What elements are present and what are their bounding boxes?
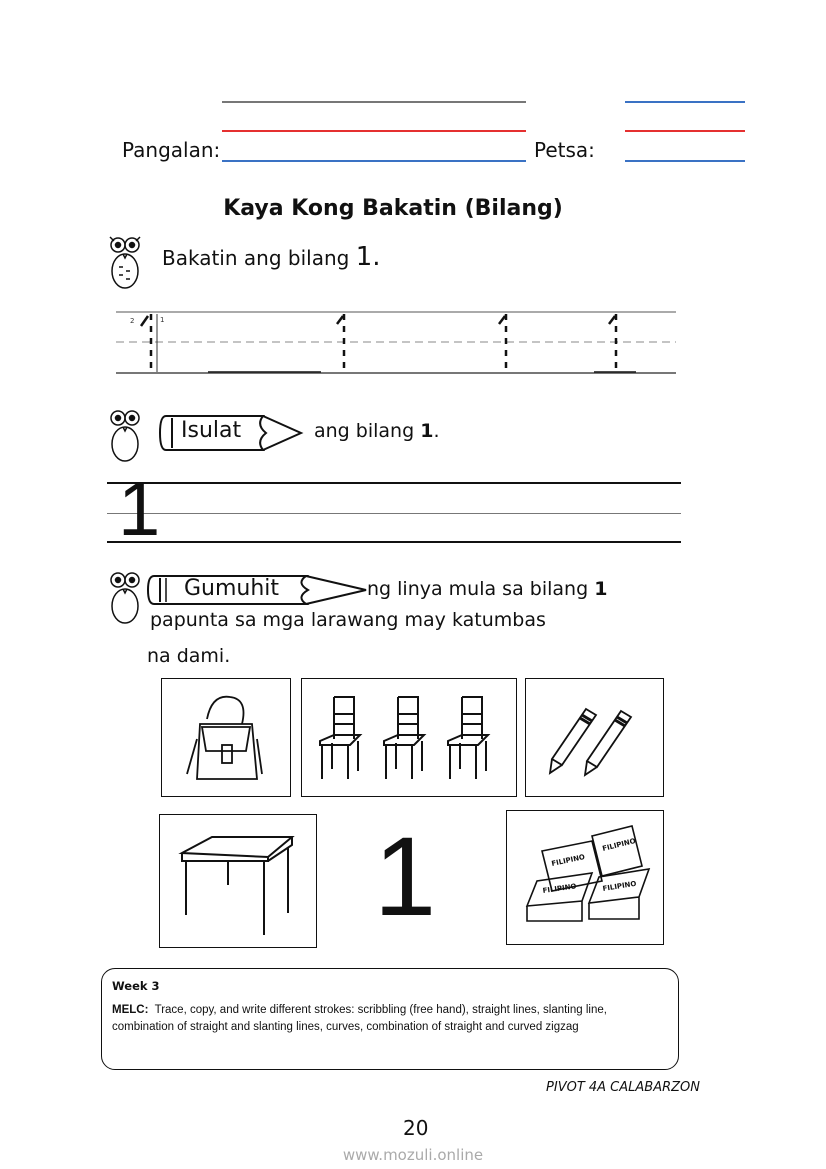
picture-crayons[interactable] <box>525 678 664 797</box>
books-icon <box>507 811 663 944</box>
melc-box <box>101 968 679 1070</box>
trace-number: 1. <box>355 242 381 272</box>
book-label: FILIPINO <box>601 836 637 853</box>
trace-instruction-text: Bakatin ang bilang <box>162 246 350 270</box>
publisher-label: PIVOT 4A CALABARZON <box>546 1080 700 1095</box>
writing-line-top <box>107 482 681 484</box>
book-label: FILIPINO <box>542 882 577 895</box>
melc-text <box>112 1002 664 1036</box>
draw-instruction-line1 <box>367 578 607 600</box>
pencil-label-isulat: Isulat <box>181 418 242 443</box>
svg-text:2: 2 <box>130 317 135 325</box>
write-instruction-text: ang bilang <box>314 420 415 442</box>
date-field[interactable] <box>625 160 745 162</box>
melc-label: MELC: <box>112 1004 149 1016</box>
model-number: 1 <box>118 467 161 552</box>
page-number: 20 <box>403 1116 429 1140</box>
write-instruction <box>314 420 439 442</box>
picture-bag[interactable] <box>161 678 291 797</box>
table-icon <box>160 815 316 947</box>
crayons-icon <box>526 679 663 796</box>
pencil-label-gumuhit: Gumuhit <box>184 576 280 601</box>
book-label: FILIPINO <box>602 879 637 893</box>
trace-instruction <box>162 242 381 272</box>
picture-chairs[interactable] <box>301 678 517 797</box>
page-title: Kaya Kong Bakatin (Bilang) <box>223 196 563 221</box>
date-line-middle <box>625 130 745 132</box>
name-label: Pangalan: <box>122 138 221 162</box>
owl-icon <box>104 233 146 291</box>
name-line-top <box>222 101 526 103</box>
writing-area[interactable] <box>107 541 681 543</box>
date-line-top <box>625 101 745 103</box>
watermark: www.mozuli.online <box>342 1146 484 1164</box>
date-label: Petsa: <box>534 138 595 162</box>
draw-instruction-text: ng linya mula sa bilang <box>367 578 589 600</box>
write-number: 1 <box>420 420 434 442</box>
center-number[interactable]: 1 <box>373 814 437 939</box>
chairs-icon <box>302 679 516 796</box>
picture-books[interactable] <box>506 810 664 945</box>
melc-description: Trace, copy, and write different strokes: scribbling (free hand), straight lines, slanting line, combination of straight and slanting lines, curves, combination of straight and curved zigzag <box>112 1004 607 1033</box>
bag-icon <box>162 679 290 796</box>
owl-icon <box>104 568 146 626</box>
name-line-middle <box>222 130 526 132</box>
name-field[interactable] <box>222 160 526 162</box>
write-period: . <box>433 420 440 442</box>
draw-instruction-line2: papunta sa mga larawang may katumbas <box>150 609 546 631</box>
owl-icon <box>104 405 146 465</box>
tracing-area[interactable] <box>116 308 678 378</box>
book-label: FILIPINO <box>550 853 586 868</box>
week-label: Week 3 <box>112 979 160 993</box>
svg-text:1: 1 <box>160 316 165 324</box>
draw-instruction-line3: na dami. <box>147 645 231 667</box>
draw-number: 1 <box>594 578 608 600</box>
writing-line-mid <box>107 513 681 514</box>
picture-table[interactable] <box>159 814 317 948</box>
